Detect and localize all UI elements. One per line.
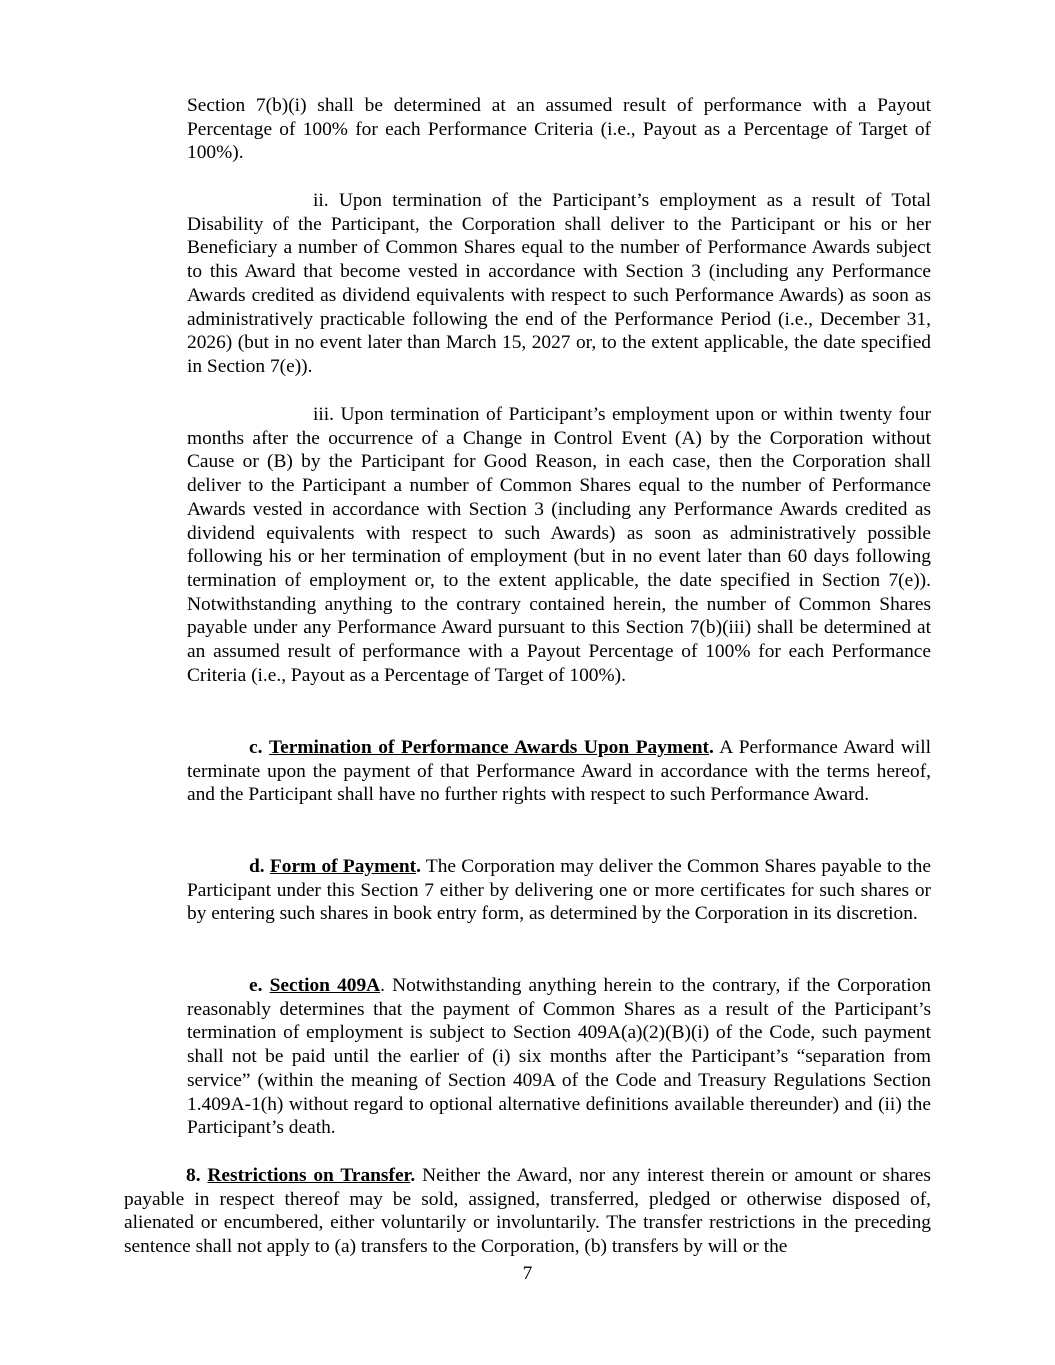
section-7e-body: . Notwithstanding anything herein to the contrary, if the Corporation reasonably determines that the payment of Common Shares as a result of the Participant’s termination of employment is subject to Section 409A(a)(2)(B)(i) of the Code, such payment shall not be paid until the earlier of (i) six months after the Participant’s “separation from service” (within the meaning of Section 409A of the Code and Treasury Regulations Section 1.409A-1(h) without regard to optional alternative definitions available thereunder) and (ii) the Participant’s death. (187, 975, 931, 1139)
section-7d-heading: Form of Payment (269, 856, 417, 877)
section-7e-label: e. (249, 975, 263, 996)
paragraph-7b-i-continued: Section 7(b)(i) shall be determined at an assumed result of performance with a Payout Percentage of 100% for each Performance Criteria (i.e., Payout as a Percentage of Target of 100%). (187, 95, 931, 164)
paragraph-7c (187, 736, 931, 807)
paragraph-7d (187, 855, 931, 926)
section-7c-label: c. (249, 737, 263, 758)
section-7c-period: . (708, 737, 714, 758)
section-7d-period: . (416, 856, 421, 877)
section-7c-heading: Termination of Performance Awards Upon Payment (269, 737, 709, 758)
paragraph-7e (187, 974, 931, 1140)
section-7d-body: The Corporation may deliver the Common Shares payable to the Participant under this Section 7 either by delivering one or more certificates for such shares or by entering such shares in book entry form, as determined by the Corporation in its discretion. (187, 856, 931, 925)
paragraph-7b-ii: ii. Upon termination of the Participant’s employment as a result of Total Disability of the Participant, the Corporation shall deliver to the Participant or his or her Beneficiary a number of Common Shares equal to the number of Performance Awards subject to this Award that become vested in accordance with Section 3 (including any Performance Awards credited as dividend equivalents with respect to such Performance Awards) as soon as administratively practicable following the end of the Performance Period (i.e., December 31, 2026) (but in no event later than March 15, 2027 or, to the extent applicable, the date specified in Section 7(e)). (187, 190, 931, 377)
paragraph-7b-iii: iii. Upon termination of Participant’s employment upon or within twenty four months after the occurrence of a Change in Control Event (A) by the Corporation without Cause or (B) by the Participant for Good Reason, in each case, then the Corporation shall deliver to the Participant a number of Common Shares equal to the number of Performance Awards vested in accordance with Section 3 (including any Performance Awards credited as dividend equivalents with respect to such Awards) as soon as administratively possible following his or her termination of employment (but in no event later than 60 days following termination of employment or, to the extent applicable, the date specified in Section 7(e)). Notwithstanding anything to the contrary contained herein, the number of Common Shares payable under any Performance Award pursuant to this Section 7(b)(iii) shall be determined at an assumed result of performance with a Payout Percentage of 100% for each Performance Criteria (i.e., Payout as a Percentage of Target of 100%). (187, 404, 931, 686)
section-8-label: 8. (186, 1165, 201, 1186)
section-8-period: . (410, 1165, 416, 1186)
section-7d-label: d. (249, 856, 265, 877)
section-8-body: Neither the Award, nor any interest therein or amount or shares payable in respect thereof may be sold, assigned, transferred, pledged or otherwise disposed of, alienated or encumbered, either voluntarily or involuntarily. The transfer restrictions in the preceding sentence shall not apply to (a) transfers to the Corporation, (b) transfers by will or the (124, 1165, 931, 1258)
section-7e-heading: Section 409A (269, 975, 381, 996)
section-8-heading: Restrictions on Transfer (207, 1165, 411, 1186)
section-7c-body: A Performance Award will terminate upon the payment of that Performance Award in accordance with the terms hereof, and the Participant shall have no further rights with respect to such Performance Award. (187, 737, 931, 806)
page-number: 7 (522, 1263, 533, 1284)
paragraph-8 (124, 1164, 931, 1259)
